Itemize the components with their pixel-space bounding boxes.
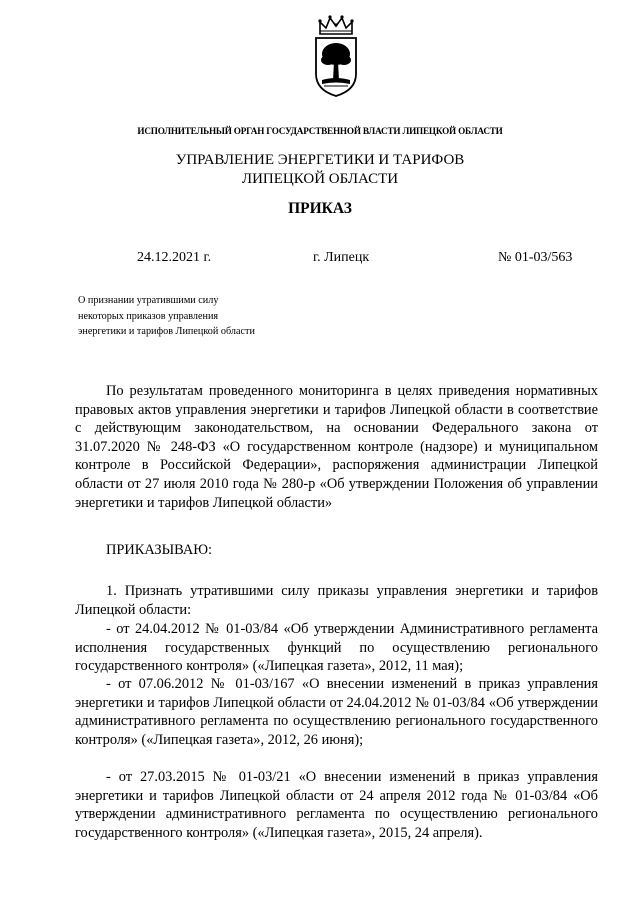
document-type: ПРИКАЗ [288, 200, 352, 217]
repealed-order-1: - от 24.04.2012 № 01-03/84 «Об утверждении Административного регламента исполнения государственных функций по осуществлению регионального государственного контроля» («Липецкая газета», 2012, 11 мая); [75, 621, 598, 675]
subject-line: энергетики и тарифов Липецкой области [78, 326, 255, 337]
document-subject [78, 293, 298, 340]
preamble-paragraph: По результатам проведенного мониторинга в целях приведения нормативных правовых актов управления энергетики и тарифов Липецкой области в соответствие с действующим законодательством, на основании Федерального закона от 31.07.2020 № 248-ФЗ «О государственном контроле (надзоре) и муниципальном контроле в Российской Федерации», распоряжения администрации Липецкой области от 27 июля 2010 года № 280-р «Об утверждении Положения об управлении энергетики и тарифов Липецкой области» [75, 383, 598, 511]
coat-of-arms-icon [312, 14, 360, 98]
department-line-2: ЛИПЕЦКОЙ ОБЛАСТИ [241, 171, 399, 187]
department-line-1: УПРАВЛЕНИЕ ЭНЕРГЕТИКИ И ТАРИФОВ [175, 152, 465, 168]
document-date: 24.12.2021 г. [137, 250, 212, 265]
item-1-paragraph: 1. Признать утратившими силу приказы управления энергетики и тарифов Липецкой области: [75, 583, 598, 618]
subject-line: О признании утратившими силу [78, 295, 219, 306]
subject-line: некоторых приказов управления [78, 310, 219, 322]
department-title [0, 151, 640, 189]
document-city: г. Липецк [313, 250, 370, 265]
document-number: № 01-03/563 [498, 250, 573, 265]
organization-title: ИСПОЛНИТЕЛЬНЫЙ ОРГАН ГОСУДАРСТВЕННОЙ ВЛАСТИ ЛИПЕЦКОЙ ОБЛАСТИ [137, 126, 503, 136]
order-word: ПРИКАЗЫВАЮ: [106, 542, 213, 558]
repealed-order-2: - от 07.06.2012 № 01-03/167 «О внесении изменений в приказ управления энергетики и тарифов Липецкой области от 24.04.2012 № 01-03/84 «Об утверждении административного регламента по осуществлению регионального государственного контроля» («Липецкая газета», 2012, 26 июня); [75, 676, 598, 748]
repealed-order-3: - от 27.03.2015 № 01-03/21 «О внесении изменений в приказ управления энергетики и тарифов Липецкой области от 24 апреля 2012 года № 01-03/84 «Об утверждении административного регламента по осуществлению регионального государственного контроля» («Липецкая газета», 2015, 24 апреля). [75, 769, 598, 841]
